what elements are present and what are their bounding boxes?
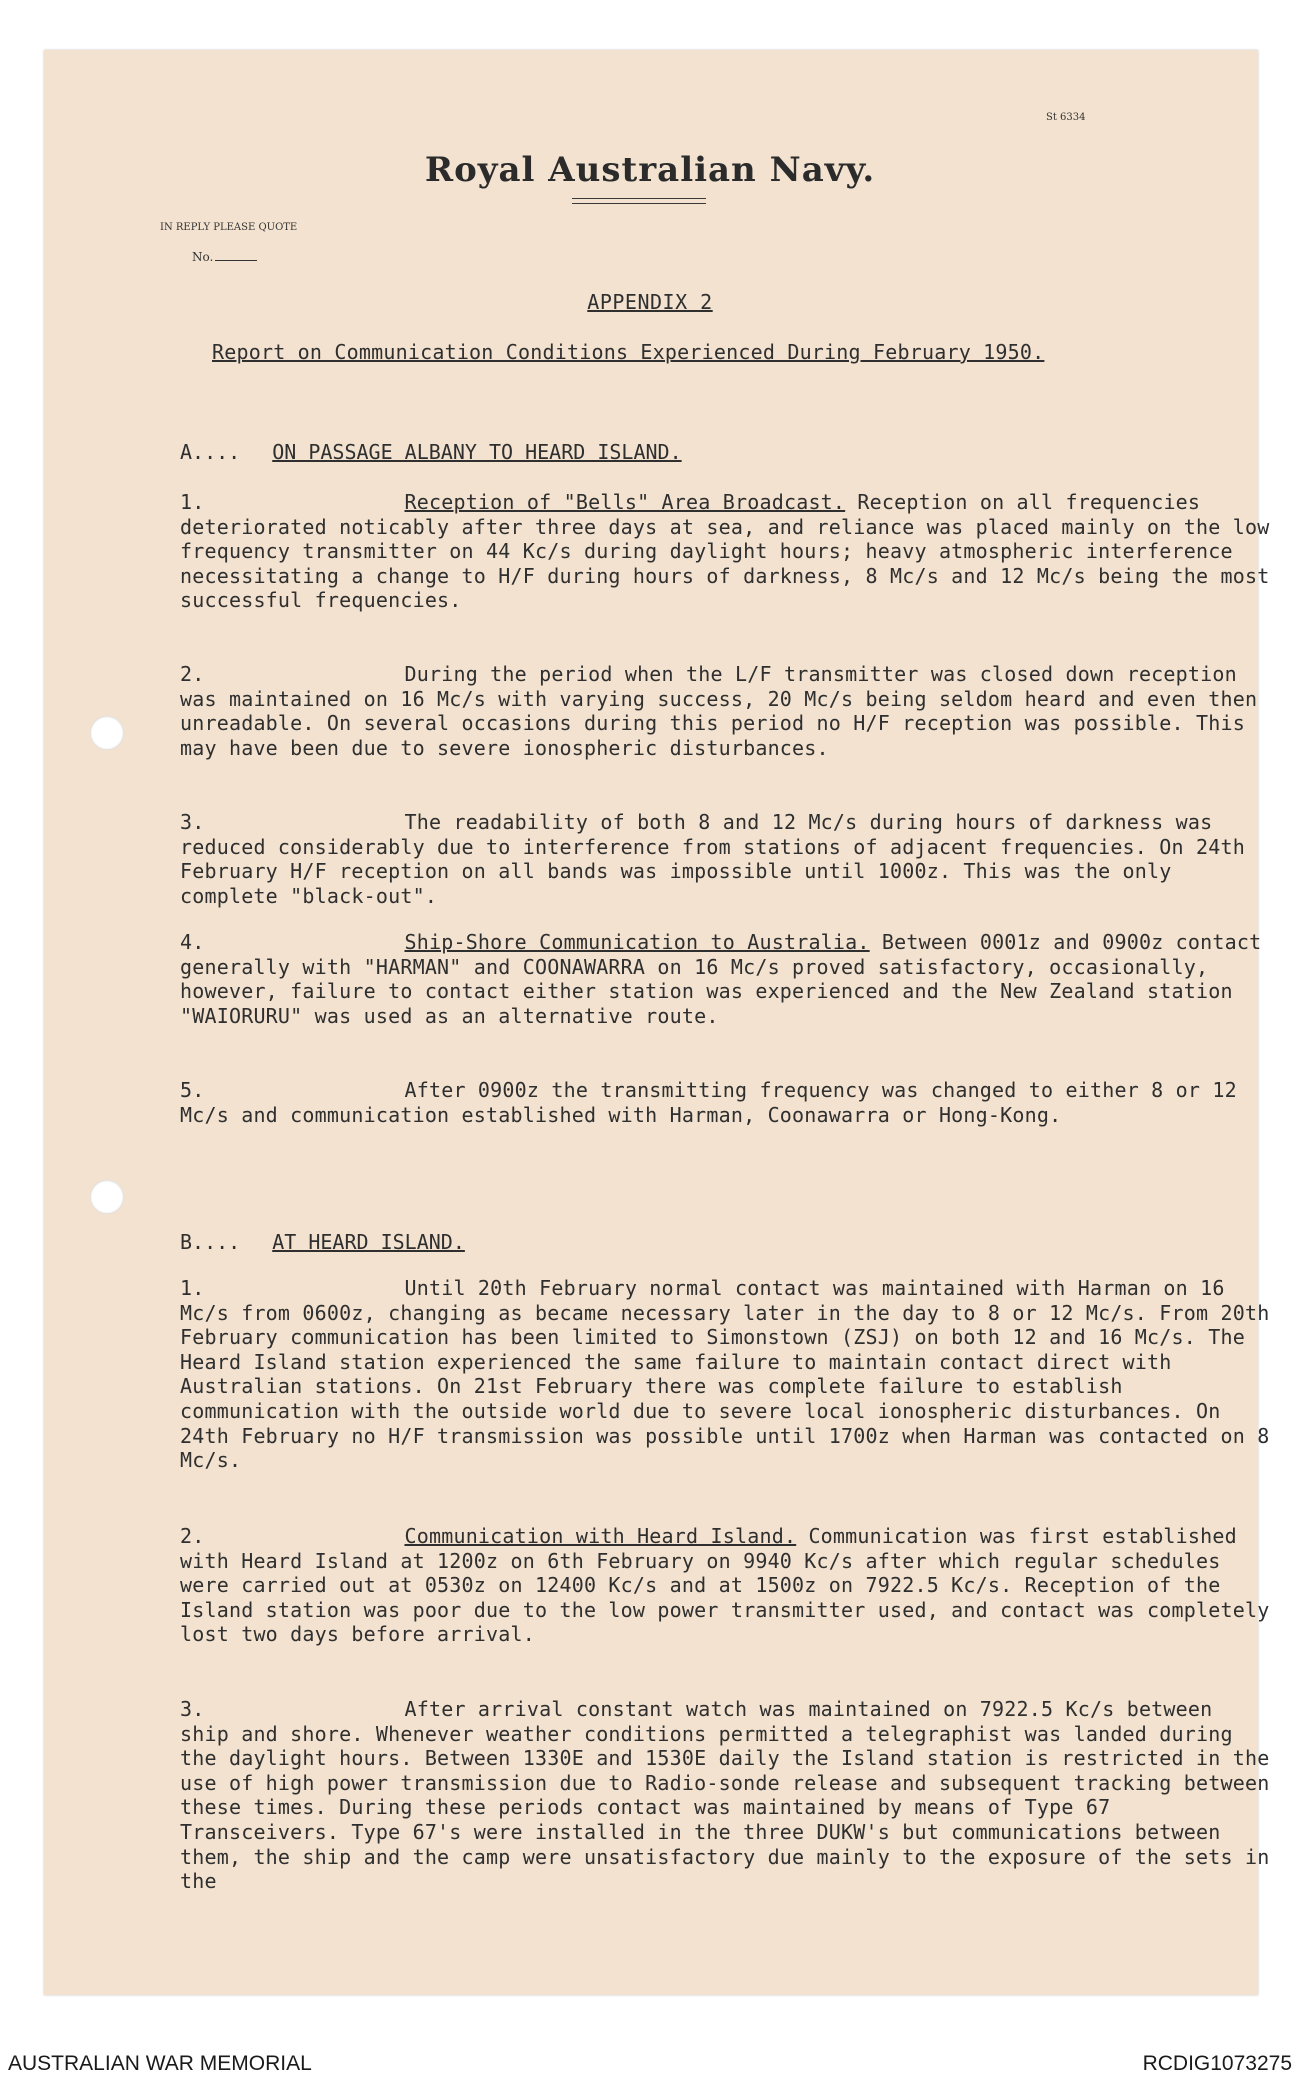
paragraph: 5. After 0900z the transmitting frequency was changed to either 8 or 12 Mc/s and communication established with Harman, Coonawarra or Hong-Kong. [180, 1078, 1237, 1127]
punch-hole-bottom [90, 1180, 124, 1214]
section-heading: B.... AT HEARD ISLAND. [180, 1230, 465, 1254]
paragraph: 1. Until 20th February normal contact was maintained with Harman on 16 Mc/s from 0600z, changing as became necessary later in the day to 8 or 12 Mc/s. From 20th February communication has been limited to Simonstown (ZSJ) on both 12 and 16 Mc/s. The Heard Island station experienced the same failure to maintain contact direct with Australian stations. On 21st February there was complete failure to establish communication with the outside world due to severe local ionospheric disturbances. On 24th February no H/F transmission was possible until 1700z when Harman was contacted on 8 Mc/s. [180, 1276, 1270, 1473]
paragraph: 1. Reception of "Bells" Area Broadcast. Reception on all frequencies deteriorated noticably after three days at sea, and reliance was placed mainly on the low frequency transmitter on 44 Kc/s during daylight hours; heavy atmospheric interference necessitating a change to H/F during hours of darkness, 8 Mc/s and 12 Mc/s being the most successful frequencies. [180, 490, 1270, 613]
report-title: Report on Communication Conditions Experienced During February 1950. [212, 340, 1045, 364]
footer-identifier: RCDIG1073275 [1142, 2052, 1292, 2075]
paragraph: 2. During the period when the L/F transmitter was closed down reception was maintained on 16 Mc/s with varying success, 20 Mc/s being seldom heard and even then unreadable. On several occasions during this period no H/F reception was possible. This may have been due to severe ionospheric disturbances. [180, 662, 1258, 760]
paragraph: 2. Communication with Heard Island. Communication was first established with Heard Island at 1200z on 6th February on 9940 Kc/s after which regular schedules were carried out at 0530z on 12400 Kc/s and at 1500z on 7922.5 Kc/s. Reception of the Island station was poor due to the low power transmitter used, and contact was completely lost two days before arrival. [180, 1524, 1270, 1647]
section-heading: A.... ON PASSAGE ALBANY TO HEARD ISLAND. [180, 440, 682, 464]
reply-label: IN REPLY PLEASE QUOTE [160, 222, 298, 233]
form-code: St 6334 [1046, 112, 1086, 123]
paragraph: 3. After arrival constant watch was maintained on 7922.5 Kc/s between ship and shore. Whenever weather conditions permitted a telegraphist was landed during the daylight hours. Between 1330E and 1530E daily the Island station is restricted in the use of high power transmission due to Radio-sonde release and subsequent tracking between these times. During these periods contact was maintained by means of Type 67 Transceivers. Type 67's were installed in the three DUKW's but communications between them, the ship and the camp were unsatisfactory due mainly to the exposure of the sets in the [180, 1697, 1270, 1894]
paragraph: 3. The readability of both 8 and 12 Mc/s during hours of darkness was reduced considerably due to interference from stations of adjacent frequencies. On 24th February H/F reception on all bands was impossible until 1000z. This was the only complete "black-out". [180, 810, 1245, 908]
appendix-title: APPENDIX 2 [587, 290, 713, 314]
letterhead: Royal Australian Navy. [424, 150, 876, 190]
footer-source: AUSTRALIAN WAR MEMORIAL [8, 2052, 312, 2075]
letterhead-rule [572, 203, 706, 204]
reference-number: No. [192, 250, 257, 264]
letterhead-rule [572, 198, 706, 199]
punch-hole-top [90, 716, 124, 750]
paragraph: 4. Ship-Shore Communication to Australia. Between 0001z and 0900z contact generally with "HARMAN" and COONAWARRA on 16 Mc/s proved satisfactory, occasionally, however, failure to contact either station was experienced and the New Zealand station "WAIORURU" was used as an alternative route. [180, 930, 1262, 1028]
